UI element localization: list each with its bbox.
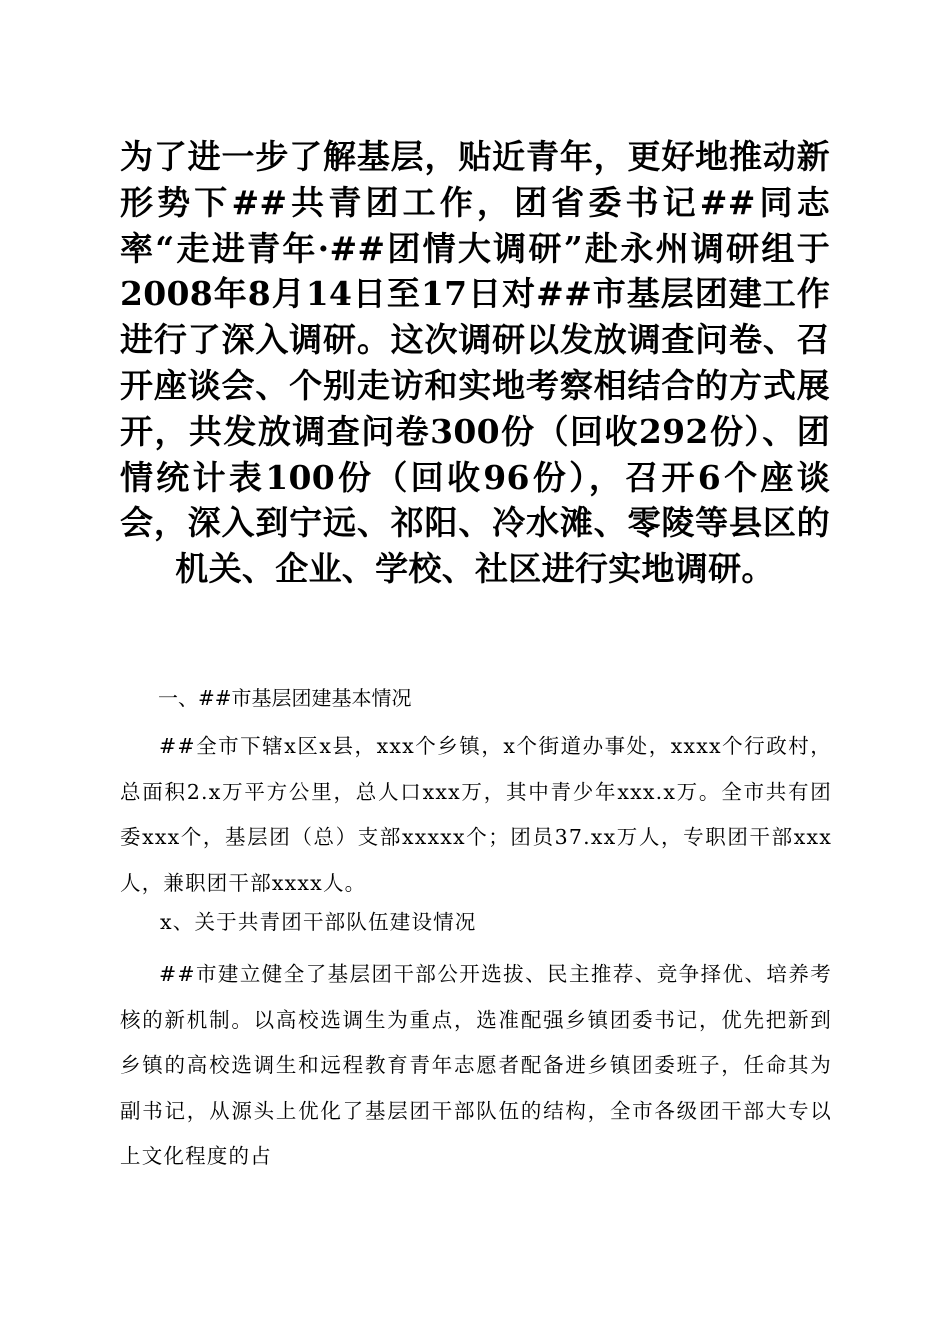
body-paragraph-cadre: ##市建立健全了基层团干部公开选拔、民主推荐、竞争择优、培养考核的新机制。以高校选调生为重点，选准配强乡镇团委书记，优先把新到乡镇的高校选调生和远程教育青年志愿者配备进乡镇团委班子，任命其为副书记，从源头上优化了基层团干部队伍的结构，全市各级团干部大专以上文化程度的占 (120, 962, 832, 1169)
body-paragraph-statistics: ##全市下辖x区x县，xxx个乡镇，x个街道办事处，xxxx个行政村，总面积2.x万平方公里，总人口xxx万，其中青少年xxx.x万。全市共有团委xxx个，基层团（总）支部xxxxx个；团员37.xx万人，专职团干部xxx人，兼职团干部xxxx人。 (120, 734, 832, 895)
subsection-heading: x、关于共青团干部队伍建设情况 (160, 910, 477, 934)
intro-paragraph: 为了进一步了解基层，贴近青年，更好地推动新形势下##共青团工作，团省委书记##同志率“走进青年·##团情大调研”赴永州调研组于2008年8月14日至17日对##市基层团建工作进行了深入调研。这次调研以发放调查问卷、召开座谈会、个别走访和实地考察相结合的方式展开，共发放调查问卷300份（回收292份）、团情统计表100份（回收96份），召开6个座谈会，深入到宁远、祁阳、冷水滩、零陵等县区的机关、企业、学校、社区进行实地调研。 (120, 137, 830, 589)
section-heading: 一、##市基层团建基本情况 (158, 686, 412, 710)
